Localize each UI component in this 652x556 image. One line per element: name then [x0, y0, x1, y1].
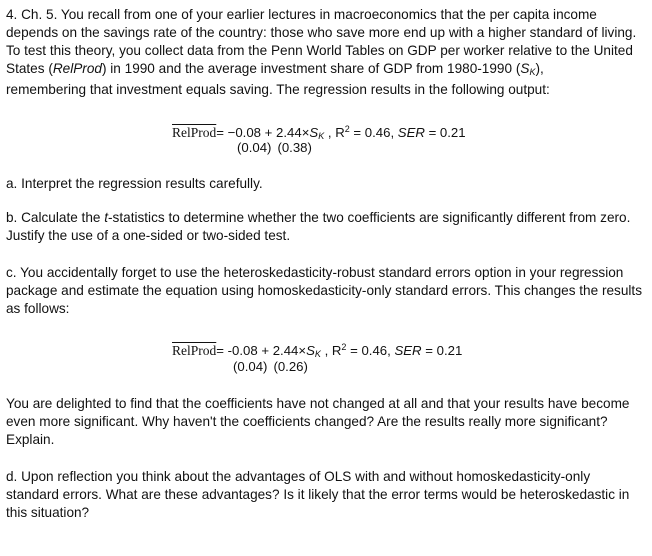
relprod-var: RelProd: [52, 61, 102, 76]
question-intro: 4. Ch. 5. You recall from one of your earlier lectures in macroeconomics that the per capita income depends on the savings rate of the country: those who save more end up with a higher standard of living. To test this theory, you collect data from the Penn World Tables on GDP per worker relative to the United States (RelProd) in 1990 and the average investment share of GDP from 1980-1990 $(S_K)$, remembering that investment equals saving. The regression results in the following output:: [6, 7, 637, 97]
se-slope: (0.38): [277, 140, 312, 155]
standard-errors-homoskedastic: [233, 358, 308, 376]
part-b: b. Calculate the t-statistics to determine whether the two coefficients are significantly different from zero. Justify the use of a one-sided or two-sided test.: [6, 210, 631, 243]
part-a: a. Interpret the regression results carefully.: [6, 176, 263, 191]
part-c: c. You accidentally forget to use the heteroskedasticity-robust standard errors option in your regression package and estimate the equation using homoskedasticity-only standard errors. This changes the results as follows:: [6, 265, 642, 316]
se-intercept: (0.04): [233, 359, 268, 374]
se-intercept: (0.04): [237, 140, 272, 155]
standard-errors-robust: [237, 139, 312, 157]
relprod-hat: RelProd: [172, 125, 217, 140]
part-d: d. Upon reflection you think about the advantages of OLS with and without homoskedasticity-only standard errors. What are these advantages? Is it likely that the error terms would be heteroskedastic in this situation?: [6, 469, 630, 520]
part-c-followup: You are delighted to find that the coefficients have not changed at all and that your results have become even more significant. Why haven't the coefficients changed? Are the results really more significant? Explain.: [6, 396, 630, 447]
regression-equation-robust: RelProd= $-0.08 + 2.44\times S_K$ , $R^2 = 0.46$, SER = 0.21: [172, 124, 466, 141]
savings-var: S: [520, 61, 530, 76]
regression-equation-homoskedastic: RelProd= $-0.08 + 2.44\times S_K$ , $R^2 = 0.46$, SER = 0.21: [172, 342, 463, 359]
se-slope: (0.26): [273, 359, 308, 374]
relprod-hat: RelProd: [172, 343, 217, 358]
